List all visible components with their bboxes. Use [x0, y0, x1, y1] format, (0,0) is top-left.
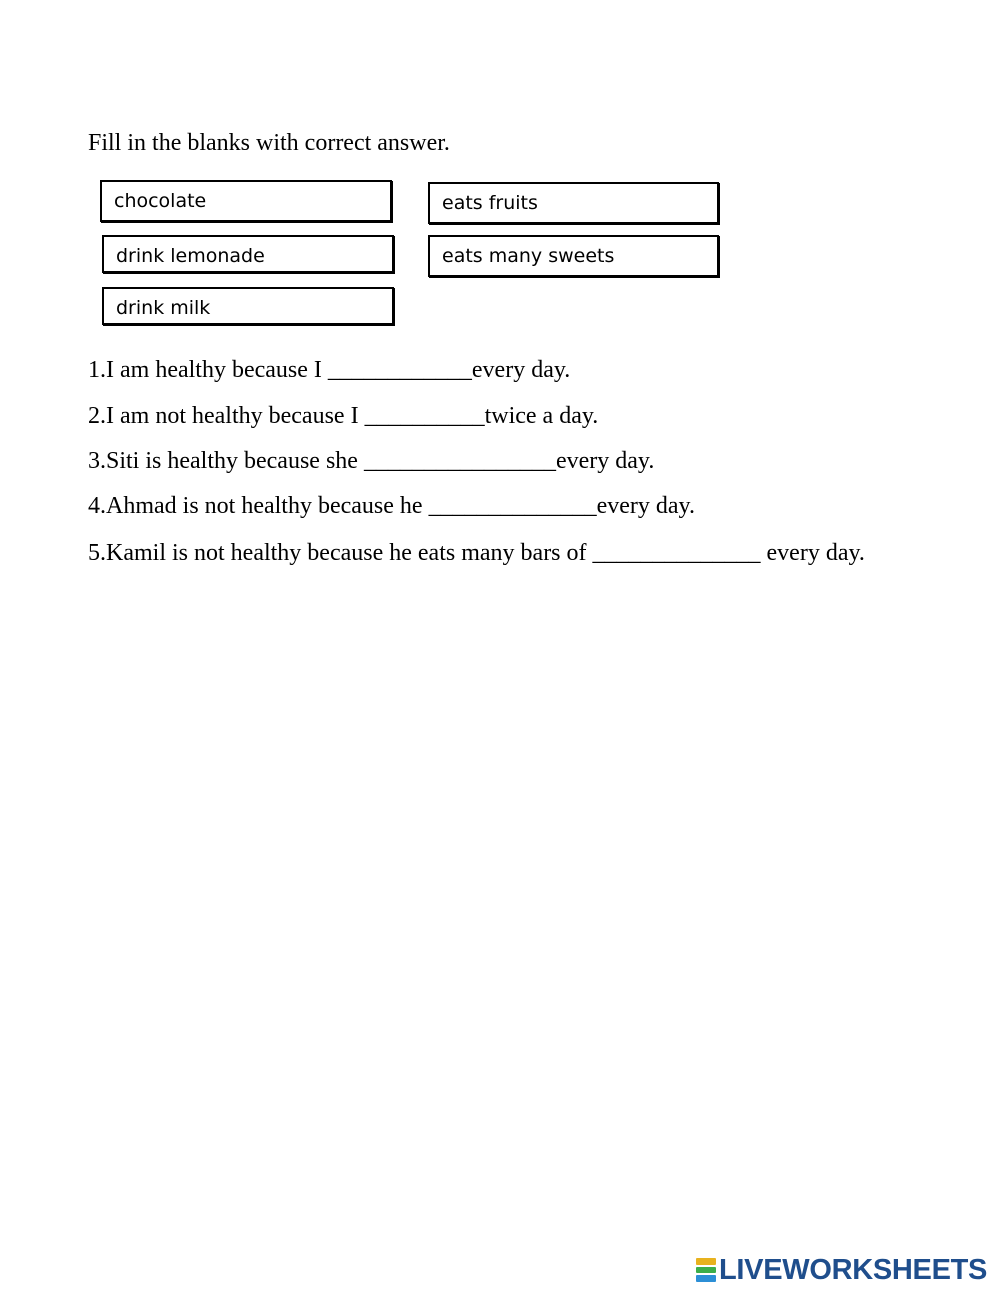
- question-4: 4.Ahmad is not healthy because he ______________every day.: [88, 493, 695, 519]
- word-box-drink-lemonade[interactable]: drink lemonade: [102, 235, 394, 273]
- instruction-text: Fill in the blanks with correct answer.: [88, 130, 450, 156]
- question-2: 2.I am not healthy because I __________twice a day.: [88, 403, 599, 429]
- liveworksheets-logo: [696, 1254, 987, 1286]
- brand-name: LIVEWORKSHEETS: [719, 1254, 988, 1286]
- question-1: 1.I am healthy because I ____________every day.: [88, 357, 571, 383]
- liveworksheets-logo-icon: [696, 1257, 716, 1283]
- question-5: 5.Kamil is not healthy because he eats many bars of ______________ every day.: [88, 540, 865, 566]
- word-box-drink-milk[interactable]: drink milk: [102, 287, 394, 325]
- word-box-eats-many-sweets[interactable]: eats many sweets: [428, 235, 719, 277]
- question-3: 3.Siti is healthy because she ________________every day.: [88, 448, 655, 474]
- word-box-eats-fruits[interactable]: eats fruits: [428, 182, 719, 224]
- word-box-chocolate[interactable]: chocolate: [100, 180, 392, 222]
